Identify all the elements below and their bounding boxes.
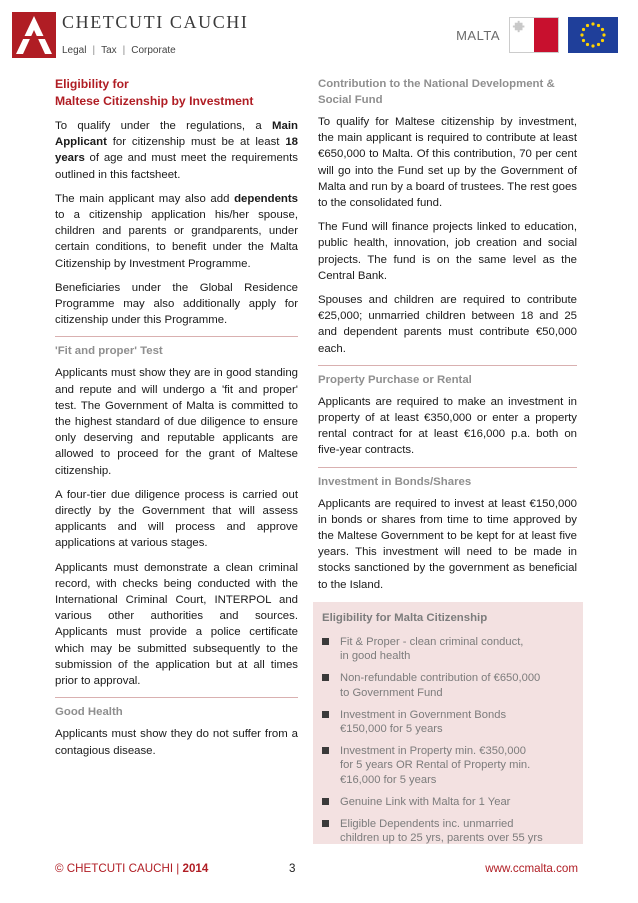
company-tagline [62,45,176,56]
summary-item [322,744,577,787]
square-bullet-icon [322,674,329,681]
square-bullet-icon [322,638,329,645]
square-bullet-icon [322,820,329,827]
beneficiaries-paragraph: Beneficiaries under the Global Residence Programme may also additionally apply for citizenship under this Programme. [55,281,298,327]
tagline-separator: | [92,45,96,56]
text-run: of age and must meet the requirements outlined in this factsheet. [55,152,298,181]
good-health-heading: Good Health [55,706,123,719]
tagline-legal: Legal [62,45,87,56]
bonds-paragraph: Applicants are required to invest at least €150,000 in bonds or shares from time to time approved by the Maltese Government to be kept for at least five years. This investment will need to be made in stocks sanctioned by the government as beneficial to the Island. [318,497,577,591]
country-label: MALTA [456,28,500,43]
copyright [55,862,208,875]
item-line: Non-refundable contribution of €650,000 [340,672,541,685]
right-column [318,76,577,601]
text-run: The main applicant may also add [55,192,235,205]
page-header [0,0,638,64]
eu-flag-icon [568,17,618,53]
due-diligence-paragraph: A four-tier due diligence process is carried out directly by the Government that will assess applicants and will process and approve applications at various stages. [55,488,298,550]
heading-line-2: Maltese Citizenship by Investment [55,94,254,108]
heading-line-1: Eligibility for [55,77,129,91]
fund-heading: Contribution to the National Development & Social Fund [318,78,555,106]
square-bullet-icon [322,747,329,754]
chetcuti-cauchi-logo-icon [12,12,56,58]
item-line: children up to 25 yrs, parents over 55 yrs [340,832,543,845]
item-line: for 5 years OR Rental of Property min. [340,759,531,772]
divider [318,467,577,468]
dependents-paragraph [55,191,298,272]
property-heading: Property Purchase or Rental [318,373,472,386]
summary-item [322,671,577,699]
dependents-term: dependents [234,192,298,205]
item-line: in good health [340,650,411,663]
page-footer [0,862,638,882]
item-line: Genuine Link with Malta for 1 Year [340,795,511,808]
website-link[interactable]: www.ccmalta.com [485,862,578,875]
dependents-contribution-paragraph: Spouses and children are required to contribute €25,000; unmarried children between 18 and 25 and dependent parents must contribute €50,000 each. [318,294,577,355]
divider [318,365,577,366]
malta-flag-icon [509,17,559,53]
divider [55,336,298,337]
item-line: €150,000 for 5 years [340,723,443,736]
copyright-text: © CHETCUTI CAUCHI | [55,862,183,875]
item-line: Investment in Property min. €350,000 [340,745,526,758]
company-name: CHETCUTI CAUCHI [62,12,249,32]
text-run: for citizenship must be at least [106,136,286,149]
good-health-paragraph: Applicants must show they do not suffer from a contagious disease. [55,728,298,757]
fund-paragraph: To qualify for Maltese citizenship by investment, the main applicant is required to contribute at least €650,000 to Malta. Of this contribution, 70 per cent will go into the Fund set up by the Government of Malta and run by a board of trustees. The rest goes to the consolidated fund. [318,116,577,210]
page-number: 3 [289,862,296,875]
fit-proper-heading: 'Fit and proper' Test [55,345,163,358]
square-bullet-icon [322,711,329,718]
item-line: Eligible Dependents inc. unmarried [340,818,514,831]
bonds-heading: Investment in Bonds/Shares [318,475,472,488]
left-column [55,76,298,767]
item-line: €16,000 for 5 years [340,773,437,786]
square-bullet-icon [322,798,329,805]
tagline-tax: Tax [101,45,117,56]
main-applicant-term: Main Applicant [55,120,298,149]
summary-list [322,635,577,853]
summary-item [322,708,577,736]
divider [55,697,298,698]
text-run: To qualify under the regulations, a [55,120,273,132]
item-line: Fit & Proper - clean criminal conduct, [340,636,524,648]
item-line: Investment in Government Bonds [340,708,507,721]
summary-item [322,817,577,845]
property-paragraph: Applicants are required to make an investment in property of at least €350,000 or enter a property rental contract for at least €16,000 p.a. both on five-year contracts. [318,395,577,457]
item-line: to Government Fund [340,686,443,699]
summary-item [322,635,577,663]
criminal-record-paragraph: Applicants must demonstrate a clean criminal record, with checks being conducted with the International Criminal Court, INTERPOL and various other authorities and sources. Applicants must provide a police certificate which may be submitted subsequently to the submission of the application but at all times prior to approval. [55,561,298,688]
tagline-separator: | [122,45,126,56]
fit-proper-paragraph: Applicants must show they are in good standing and repute and will undergo a 'fit and proper' test. The Government of Malta is committed to the highest standard of due diligence to ensure only deserving and reputable applicants are allowed to proceed for the grant of Maltese citizenship. [55,367,298,477]
age-requirement: 18 years [55,136,298,165]
eligibility-summary-box [313,602,583,844]
fund-projects-paragraph: The Fund will finance projects linked to education, public health, innovation, job creation and social projects. The fund is on the same level as the Central Bank. [318,221,577,282]
main-applicant-paragraph [55,118,298,183]
copyright-year: 2014 [182,862,209,875]
summary-box-title: Eligibility for Malta Citizenship [322,612,488,624]
tagline-corporate: Corporate [131,45,176,56]
text-run: to a citizenship application his/her spouse, children and parents or grandparents, under certain conditions, to benefit under the Malta Citizenship by Investment Programme. [55,209,298,270]
eligibility-heading [55,76,298,110]
summary-item [322,795,577,809]
